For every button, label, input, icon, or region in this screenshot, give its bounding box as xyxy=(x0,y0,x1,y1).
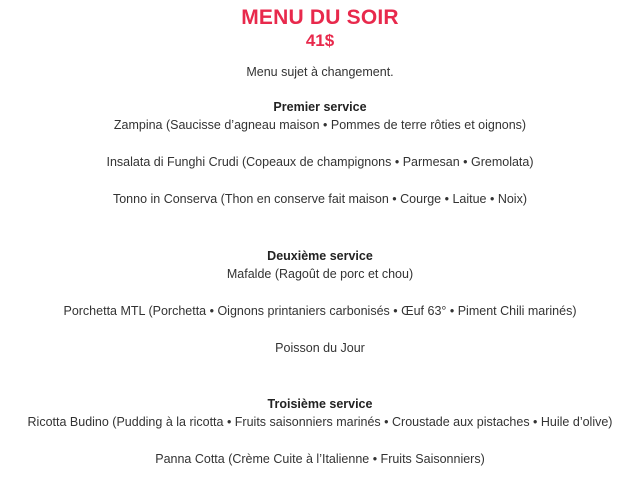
menu-item: Panna Cotta (Crème Cuite à l’Italienne • Fruits Saisonniers) xyxy=(155,452,485,466)
menu-price: 41$ xyxy=(305,31,335,50)
section-third-course xyxy=(0,396,640,467)
menu-note: Menu sujet à changement. xyxy=(246,65,394,79)
menu-item: Poisson du Jour xyxy=(275,341,365,355)
menu-item: Insalata di Funghi Crudi (Copeaux de champignons • Parmesan • Gremolata) xyxy=(106,155,534,169)
menu-item: Zampina (Saucisse d’agneau maison • Pommes de terre rôties et oignons) xyxy=(113,118,527,132)
section-heading: Troisième service xyxy=(267,397,373,411)
menu-item: Ricotta Budino (Pudding à la ricotta • Fruits saisonniers marinés • Croustade aux pistaches • Huile d’olive) xyxy=(27,415,613,429)
menu-title: MENU DU SOIR xyxy=(241,6,399,29)
menu-item: Mafalde (Ragoût de porc et chou) xyxy=(226,267,414,281)
menu-item: Tonno in Conserva (Thon en conserve fait maison • Courge • Laitue • Noix) xyxy=(112,192,528,206)
section-heading: Premier service xyxy=(273,100,367,114)
section-heading: Deuxième service xyxy=(267,249,373,263)
menu-item: Porchetta MTL (Porchetta • Oignons printaniers carbonisés • Œuf 63° • Piment Chili marinés) xyxy=(63,304,577,318)
section-first-course xyxy=(0,99,640,207)
section-second-course xyxy=(0,248,640,356)
